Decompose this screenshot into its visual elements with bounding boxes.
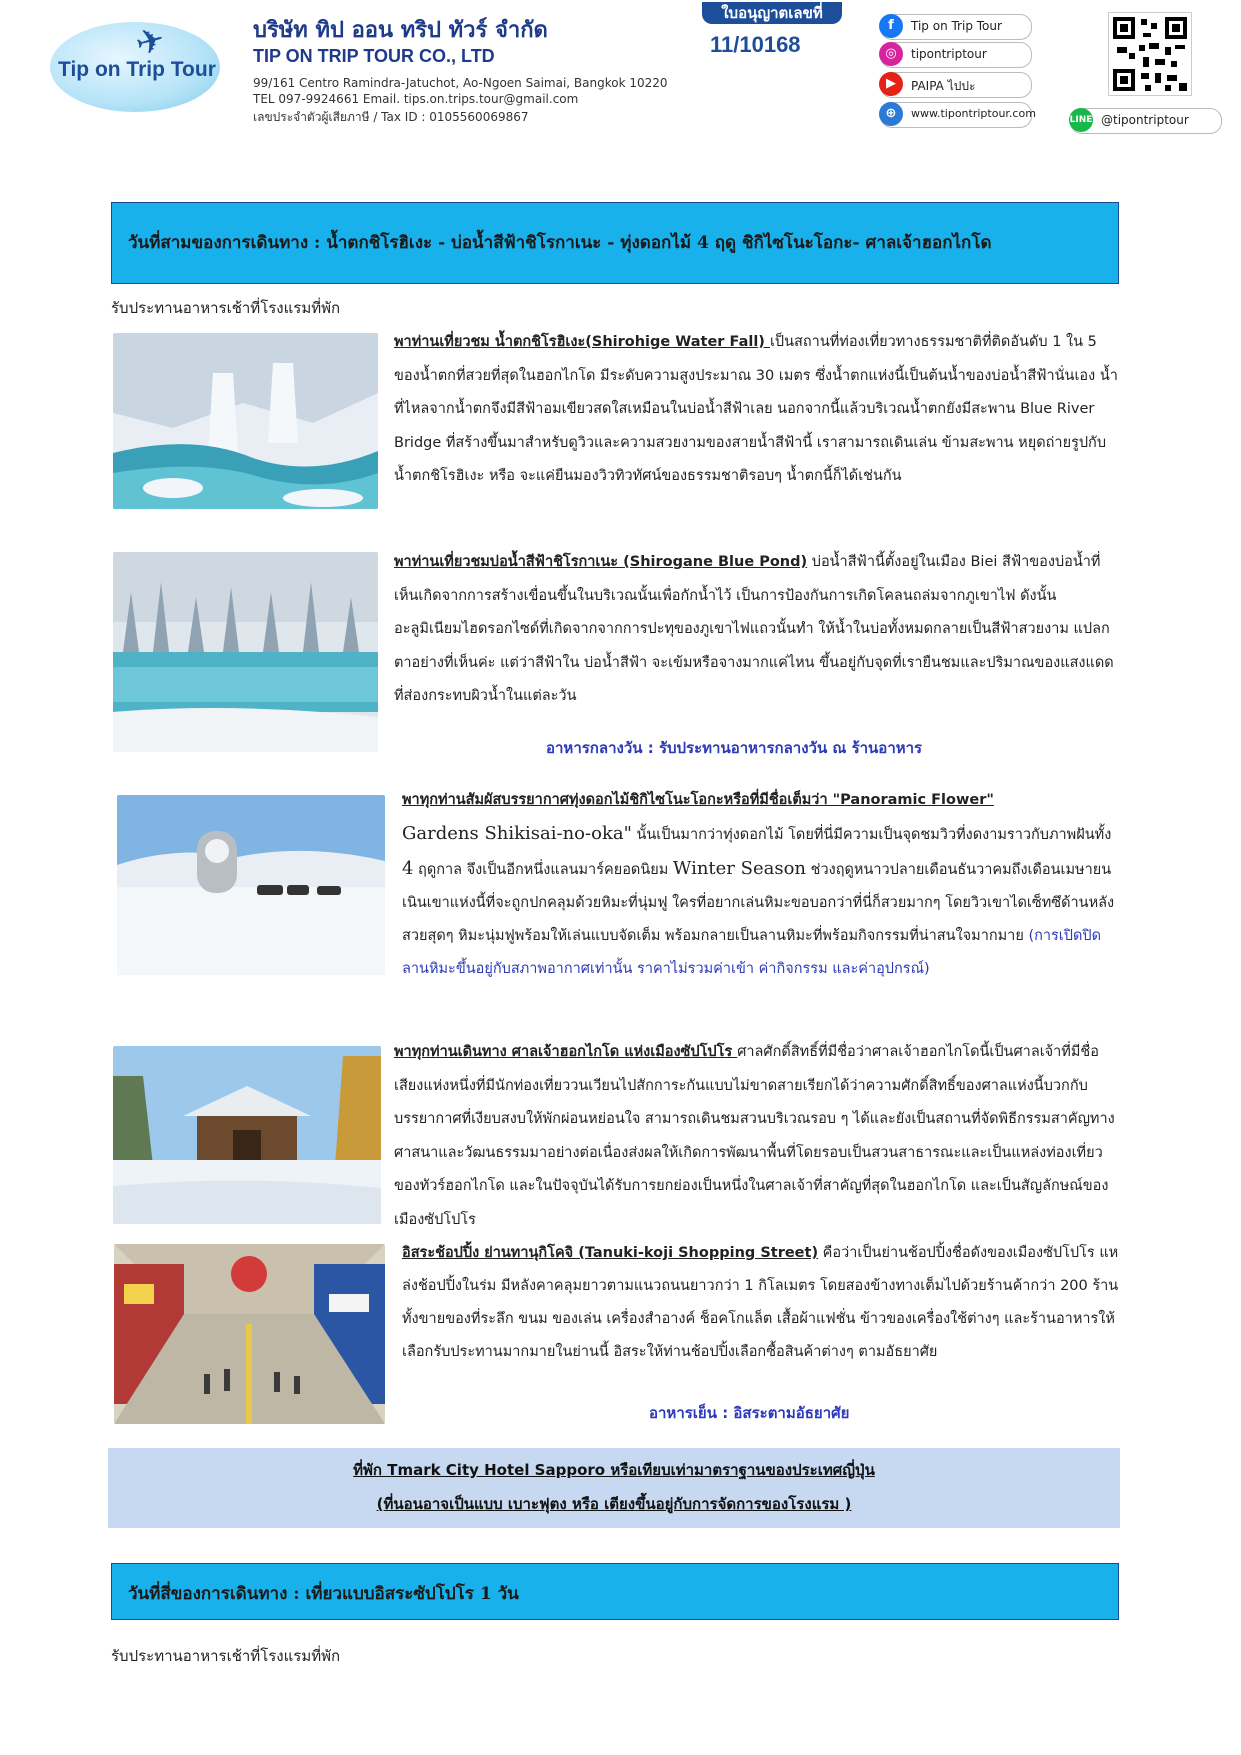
- shikisai-body-3: ช่วงฤดูหนาวปลายเดือนธันวาคมถึงเดือนเมษายน เนินเขาแห่งนี้ที่จะถูกปกคลุมด้วยหิมะที่นุ่มฟู ใครที่อยากเล่นหิมะขอบอกว่าที่นี่ก็สวยมากๆ โดยวิวเขาไดเซ็ทซึด้านหลังสวยสุดๆ หิมะนุ่มฟูพร้อมให้เล่นแบบจัดเต็ม พร้อมกลายเป็นลานหิมะที่พร้อมกิจกรรมที่น่าสนใจมากมาย: [402, 862, 1115, 944]
- hotel-box: [108, 1448, 1120, 1528]
- instagram-link[interactable]: [880, 42, 1032, 68]
- shikisai-winter-season: Winter Season: [672, 858, 807, 879]
- license-label: ใบอนุญาตเลขที่: [702, 2, 842, 24]
- shrine-body: ศาลศักดิ์สิทธิ์ที่มีชื่อว่าศาลเจ้าฮอกไกโดนี้เป็นศาลเจ้าที่มีชื่อเสียงแห่งหนึ่งที่มีนักท่องเที่ยววนเวียนไปสักการะกันแบบไม่ขาดสายเรียกได้ว่าความศักดิ์สิทธิ์ของศาลแห่งนี้บวกกับบรรยากาศที่เงียบสงบให้พักผ่อนหย่อนใจ สามารถเดินชมสวนบริเวณรอบ ๆ ได้และยังเป็นสถานที่จัดพิธีกรรมสาคัญทางศาสนาและวัฒนธรรมมาอย่างต่อเนื่องส่งผลให้เกิดการพัฒนาพื้นที่โดยรอบเป็นสวนสาธารณะและเป็นแหล่งท่องเที่ยวของทัวร์ฮอกไกโด และในปัจจุบันได้รับการยกย่องเป็นหนึ่งในศาลเจ้าที่สาคัญที่สุดในฮอกไกโด และเป็นสัญลักษณ์ของเมืองซัปโปโร: [394, 1044, 1115, 1228]
- globe-icon: ⊕: [879, 102, 903, 126]
- blue-pond-heading: พาท่านเที่ยวชมบ่อน้ำสีฟ้าชิโรกาเนะ (Shirogane Blue Pond): [394, 554, 808, 570]
- shikisai-description: [402, 784, 1122, 986]
- hokkaido-shrine-photo: [113, 1046, 381, 1224]
- shikisai-body-2: ฤดูกาล จึงเป็นอีกหนึ่งแลนมาร์คยอดนิยม: [413, 862, 673, 878]
- line-label: @tipontriptour: [1101, 113, 1189, 127]
- facebook-icon: f: [879, 14, 903, 38]
- shirohige-body: เป็นสถานที่ท่องเที่ยวทางธรรมชาติที่ติดอันดับ 1 ใน 5 ของน้ำตกที่สวยที่สุดในฮอกไกโด มีระดับความสูงประมาณ 30 เมตร ซึ่งน้ำตกแห่งนี้เป็นต้นน้ำของบ่อน้ำสีฟ้านั่นเอง น้ำที่ไหลจากน้ำตกจึงมีสีฟ้าอมเขียวสดใสเหมือนในบ่อน้ำสีฟ้าเลย นอกจากนี้แล้วบริเวณน้ำตกยังมีสะพาน Blue River Bridge ที่สร้างขึ้นมาสำหรับดูวิวและความสวยงามของสายน้ำสีฟ้านี้ เราสามารถเดินเล่น ข้ามสะพาน หยุดถ่ายรูปกับน้ำตกชิโรฮิเงะ หรือ จะแค่ยืนมองวิวทิวทัศน์ของธรรมชาติรอบๆ น้ำตกนี้ก็ได้เช่นกัน: [394, 334, 1118, 484]
- youtube-label: PAIPA ไปปะ: [911, 79, 976, 93]
- shirohige-heading: พาท่านเที่ยวชม น้ำตกชิโรฮิเงะ(Shirohige Water Fall): [394, 334, 770, 350]
- day4-breakfast: รับประทานอาหารเช้าที่โรงแรมที่พัก: [111, 1647, 341, 1665]
- logo-text: Tip on Trip Tour: [58, 58, 216, 81]
- instagram-label: tipontriptour: [911, 47, 987, 61]
- shikisai-body-1: นั้นเป็นมากว่าทุ่งดอกไม้ โดยที่นี่มีความเป็นจุดชมวิวที่งดงามราวกับภาพฝันทั้ง: [631, 827, 1112, 843]
- day4-banner: [111, 1563, 1119, 1620]
- shrine-description: [394, 1036, 1124, 1237]
- day3-banner: [111, 202, 1119, 284]
- tanuki-description: [402, 1237, 1128, 1369]
- day3-title: วันที่สามของการเดินทาง : น้ำตกชิโรฮิเงะ - บ่อน้ำสีฟ้าชิโรกาเนะ - ทุ่งดอกไม้ 4 ฤดู ชิกิไซโนะโอกะ- ศาลเจ้าฮอกไกโด: [128, 233, 992, 253]
- hotel-name: ที่พัก Tmark City Hotel Sapporo หรือเทียบเท่ามาตราฐานของประเทศญี่ปุ่น: [353, 1461, 875, 1479]
- blue-pond-photo: [113, 552, 378, 752]
- blue-pond-description: [394, 546, 1120, 714]
- page-header: [0, 0, 1241, 135]
- day4-title: วันที่สี่ของการเดินทาง : เที่ยวแบบอิสระซัปโปโร 1 วัน: [128, 1584, 519, 1604]
- dinner-note: อาหารเย็น : อิสระตามอัธยาศัย: [649, 1404, 850, 1422]
- shikisai-note: (การเปิดปิดลานหิมะขึ้นอยู่กับสภาพอากาศเท่านั้น ราคาไม่รวมค่าเข้า ค่ากิจกรรม และค่าอุปกรณ์): [402, 928, 1102, 977]
- plane-icon: ✈: [131, 18, 170, 66]
- facebook-link[interactable]: [880, 14, 1032, 40]
- blue-pond-body: บ่อน้ำสีฟ้านี้ตั้งอยู่ในเมือง Biei สีฟ้าของบ่อน้ำที่เห็นเกิดจากการสร้างเขื่อนขึ้นในบริเวณนั้นเพื่อกักน้ำไว้ เป็นการป้องกันการเกิดโคลนถล่มจากภูเขาไฟ ดังนั้นอะลูมิเนียมไฮดรอกไซด์ที่เกิดจากจากการปะทุของภูเขาไฟแถวนั้นทำ ให้น้ำในบ่อทั้งหมดกลายเป็นสีฟ้าสวยงาม แปลกตาอย่างที่เห็นค่ะ แต่ว่าสีฟ้าใน บ่อน้ำสีฟ้า จะเข้มหรือจางมากแค่ไหน ขึ้นอยู่กับจุดที่เรายืนชมและปริมาณของแสงแดดที่ส่องกระทบผิวน้ำในแต่ละวัน: [394, 554, 1114, 704]
- youtube-link[interactable]: [880, 72, 1032, 98]
- qr-code: [1108, 12, 1192, 96]
- shirohige-description: [394, 326, 1120, 494]
- company-logo: [40, 12, 240, 117]
- license-number: 11/10168: [710, 32, 801, 57]
- shikisai-four: 4: [402, 858, 414, 879]
- line-icon: LINE: [1069, 108, 1093, 132]
- company-contact: TEL 097-9924661 Email. tips.on.trips.tour@gmail.com: [253, 92, 579, 106]
- shikisai-heading: พาทุกท่านสัมผัสบรรยากาศทุ่งดอกไม้ชิกิไซโนะโอกะหรือที่มีชื่อเต็มว่า "Panoramic Flower": [402, 792, 994, 808]
- line-link[interactable]: [1070, 108, 1222, 134]
- hotel-bed-note: (ที่นอนอาจเป็นแบบ เบาะฟุตง หรือ เตียงขึ้นอยู่กับการจัดการของโรงแรม ): [376, 1495, 852, 1513]
- shikisai-garden-name: Gardens Shikisai-no-oka": [402, 823, 632, 844]
- facebook-label: Tip on Trip Tour: [911, 19, 1002, 33]
- tanuki-body: คือว่าเป็นย่านช้อปปิ้งชื่อดังของเมืองซัปโปโร แหล่งช้อปปิ้งในร่ม มีหลังคาคลุมยาวตามแนวถนนยาวกว่า 1 กิโลเมตร โดยสองข้างทางเต็มไปด้วยร้านค้ากว่า 200 ร้าน ทั้งขายของที่ระลึก ขนม ของเล่น เครื่องสำอางค์ ช็อคโกแล็ต เสื้อผ้าแฟชั่น ข้าวของเครื่องใช้ต่างๆ และร้านอาหารให้เลือกรับประทานมากมายในย่านนี้ อิสระให้ท่านช้อปปิ้งเลือกซื้อสินค้าต่างๆ ตามอัธยาศัย: [402, 1245, 1119, 1360]
- tanuki-heading: อิสระช้อปปิ้ง ย่านทานุกิโคจิ (Tanuki-koji Shopping Street): [402, 1245, 819, 1261]
- website-link[interactable]: [880, 102, 1036, 128]
- shrine-heading: พาทุกท่านเดินทาง ศาลเจ้าฮอกไกโด แห่งเมืองซัปโปโร: [394, 1044, 738, 1060]
- company-address: 99/161 Centro Ramindra-Jatuchot, Ao-Ngoen Saimai, Bangkok 10220: [253, 76, 668, 90]
- company-name-thai: บริษัท ทิป ออน ทริป ทัวร์ จำกัด: [253, 18, 548, 43]
- shirohige-waterfall-photo: [113, 333, 378, 509]
- shikisai-no-oka-photo: [117, 795, 385, 975]
- company-tax-id: เลขประจำตัวผู้เสียภาษี / Tax ID : 0105560069867: [253, 110, 529, 124]
- tanuki-koji-photo: [114, 1244, 385, 1424]
- website-label: www.tipontriptour.com: [911, 107, 1036, 120]
- license-box: [690, 0, 850, 62]
- company-name-english: TIP ON TRIP TOUR CO., LTD: [253, 46, 495, 66]
- instagram-icon: ◎: [879, 42, 903, 66]
- lunch-note: อาหารกลางวัน : รับประทานอาหารกลางวัน ณ ร้านอาหาร: [546, 739, 923, 757]
- day3-breakfast: รับประทานอาหารเช้าที่โรงแรมที่พัก: [111, 299, 341, 317]
- youtube-icon: ▶: [879, 72, 903, 96]
